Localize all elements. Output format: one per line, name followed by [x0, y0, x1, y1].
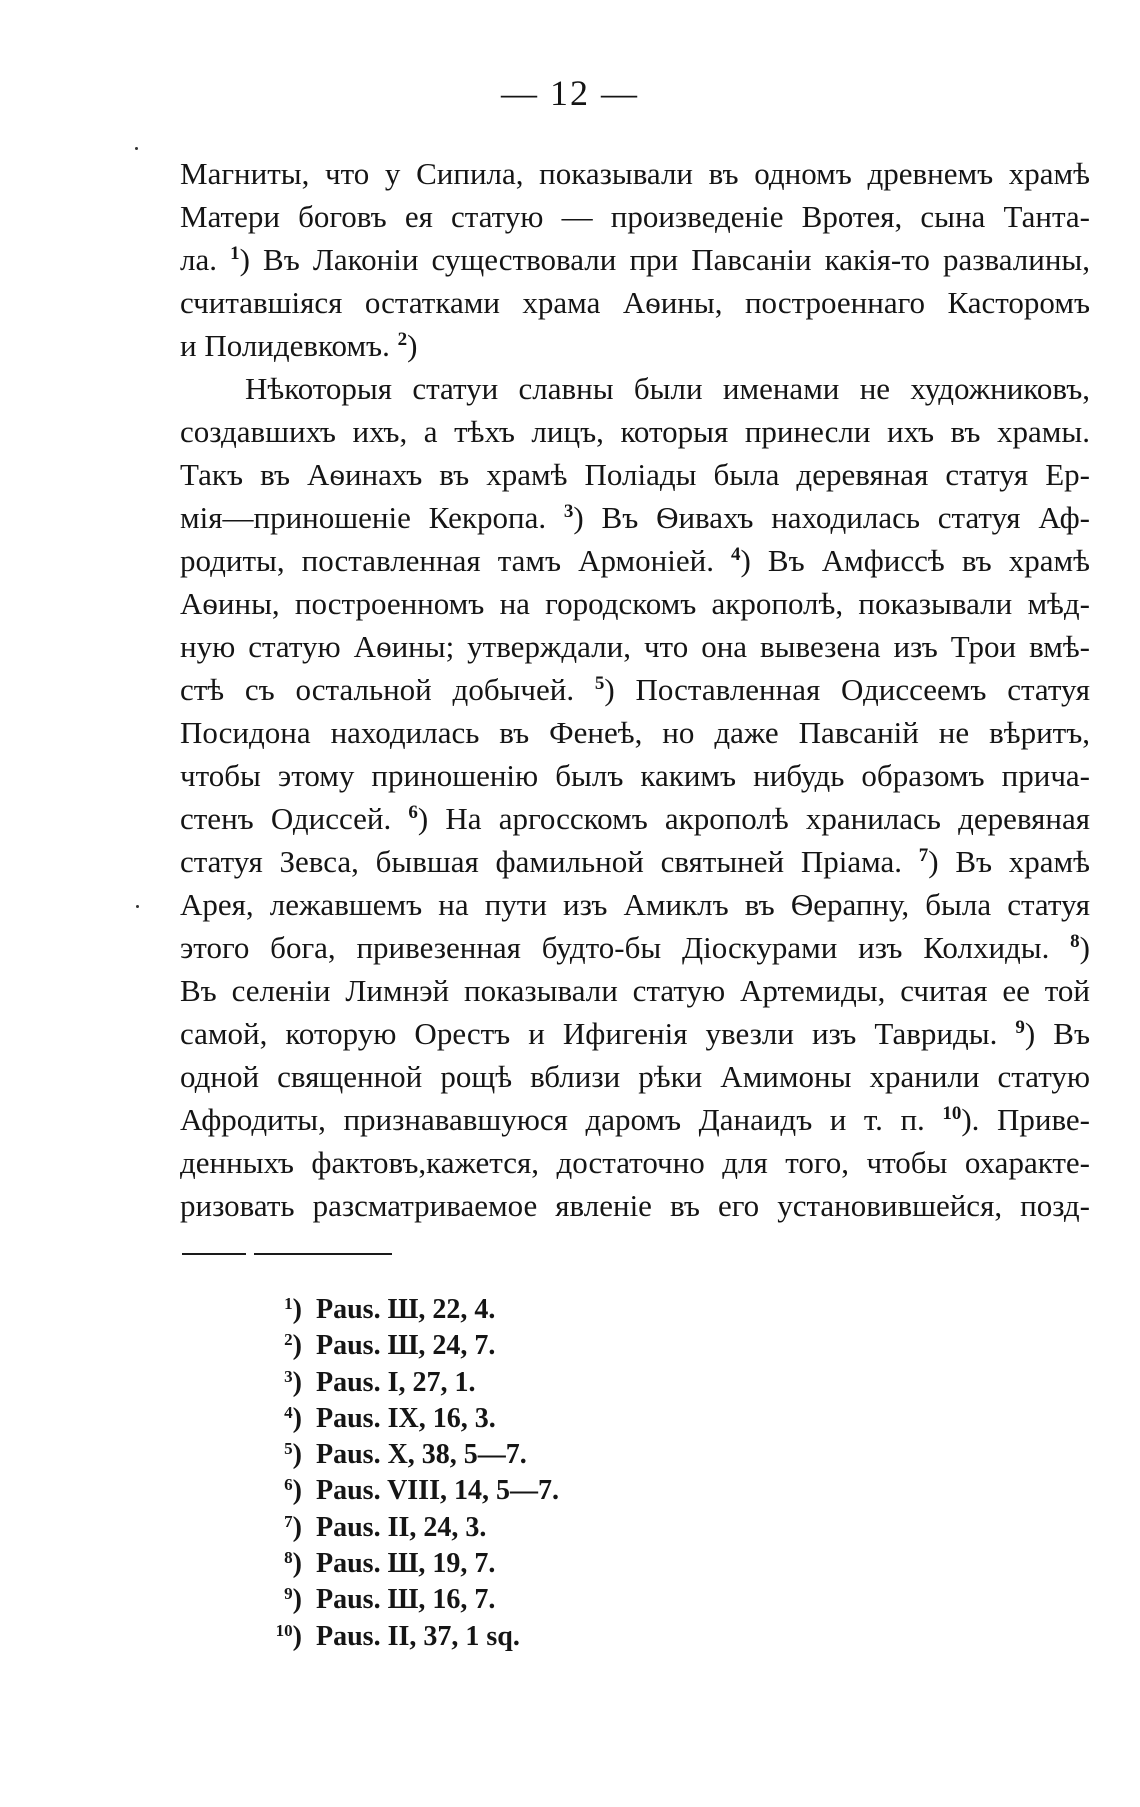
body-text-segment: ). Приве- — [961, 1102, 1091, 1137]
footnote-marker: $^4$) — [284, 1402, 302, 1434]
body-line — [180, 496, 1090, 539]
footnote-number: 8 — [284, 1548, 293, 1568]
footnote-separator — [182, 1253, 392, 1255]
body-text-segment: ) Поставленная Одиссеемъ статуя — [604, 672, 1090, 707]
body-line — [180, 324, 1090, 367]
body-text-segment: стенъ Одиссей. — [180, 801, 409, 836]
body-line: считавшіяся остатками храма Аѳины, построеннаго Касторомъ — [180, 285, 1090, 320]
body-text-segment: ) Въ храмѣ — [928, 844, 1090, 879]
footnote-reference: 9 — [1015, 1017, 1025, 1038]
body-text-segment: ) Въ Лаконіи существовали при Павсаніи какія-то развалины, — [239, 242, 1090, 277]
body-text-segment: этого бога, привезенная будто-бы Діоскурами изъ Колхиды. — [180, 930, 1071, 965]
footnote-marker: $^1$) — [284, 1294, 302, 1325]
footnote — [240, 1582, 740, 1618]
footnote-text: Paus. Ш, 19, 7. — [316, 1548, 496, 1580]
footnote-marker: $^9$) — [284, 1584, 302, 1616]
body-line: одной священной рощѣ вблизи рѣки Амимоны хранили статую — [180, 1059, 1090, 1094]
footnote-marker: $^6$) — [284, 1475, 302, 1507]
footnote-number: 6 — [284, 1475, 293, 1495]
body-text-segment: мія—приношеніе Кекропа. — [180, 500, 564, 535]
body-text-segment: родиты, поставленная тамъ Армоніей. — [180, 543, 732, 578]
scan-speck — [136, 905, 139, 908]
footnote-reference: 4 — [731, 544, 741, 565]
footnote-reference: 2 — [397, 329, 408, 350]
footnote-marker: $^3$) — [284, 1366, 302, 1398]
body-text — [180, 152, 1090, 1227]
body-line — [180, 1098, 1090, 1141]
body-line: Аѳины, построенномъ на городскомъ акрополѣ, показывали мѣд- — [180, 586, 1090, 621]
footnote-number: 1 — [284, 1294, 293, 1313]
body-line: ризовать разсматриваемое явленіе въ его установившейся, позд- — [180, 1188, 1090, 1223]
footnote-marker: $^8$) — [284, 1548, 302, 1580]
footnote-number: 3 — [284, 1366, 293, 1386]
body-line: Въ селеніи Лимнэй показывали статую Артемиды, считая ее той — [180, 973, 1090, 1008]
body-text-segment: ) Въ Амфиссѣ въ храмѣ — [740, 543, 1090, 578]
body-line: денныхъ фактовъ,кажется, достаточно для того, чтобы охаракте- — [180, 1145, 1090, 1180]
footnote — [240, 1546, 740, 1582]
footnote-number: 10 — [275, 1620, 293, 1640]
footnote-marker: $^{10}$) — [275, 1620, 302, 1652]
footnote-text: Paus. II, 37, 1 sq. — [316, 1620, 520, 1652]
footnote-number: 2 — [284, 1330, 293, 1350]
footnote-number: 7 — [284, 1511, 293, 1531]
body-line: Магниты, что у Сипила, показывали въ одномъ древнемъ храмѣ — [180, 156, 1090, 191]
footnote — [240, 1365, 740, 1401]
body-text-segment: ) — [407, 328, 418, 363]
footnote — [240, 1328, 740, 1364]
footnote — [240, 1437, 740, 1473]
body-line: Нѣкоторыя статуи славны были именами не художниковъ, — [245, 371, 1090, 406]
body-text-segment: самой, которую Орестъ и Ифигенія увезли изъ Тавриды. — [180, 1016, 1016, 1051]
body-line: Арея, лежавшемъ на пути изъ Амиклъ въ Ѳерапну, была статуя — [180, 887, 1090, 922]
body-text-segment: ) На аргосскомъ акрополѣ хранилась деревяная — [417, 801, 1090, 836]
footnote — [240, 1401, 740, 1437]
scan-speck — [135, 147, 138, 150]
body-text-segment: ) Въ — [1024, 1016, 1091, 1051]
footnote-text: Paus. VIII, 14, 5—7. — [316, 1475, 559, 1507]
page-number: — 12 — — [501, 73, 639, 113]
footnotes — [240, 1292, 740, 1655]
footnote-text: Paus. IX, 16, 3. — [316, 1402, 496, 1434]
footnote-marker: $^5$) — [284, 1439, 302, 1471]
footnote-reference: 7 — [918, 845, 929, 866]
footnote-text: Paus. I, 27, 1. — [316, 1366, 476, 1398]
body-line — [180, 668, 1090, 711]
body-text-segment: Афродиты, признававшуюся даромъ Данаидъ и т. п. — [180, 1102, 943, 1137]
body-line — [180, 539, 1090, 582]
body-line — [180, 797, 1090, 840]
body-line — [180, 840, 1090, 883]
footnote-number: 5 — [284, 1439, 293, 1459]
footnote-marker: $^2$) — [284, 1330, 302, 1362]
body-line: Посидона находилась въ Фенеѣ, но даже Павсаній не вѣритъ, — [180, 715, 1090, 750]
body-text-segment: стѣ съ остальной добычей. — [180, 672, 595, 707]
footnote — [240, 1292, 740, 1328]
body-line — [180, 1012, 1090, 1055]
footnote-number: 9 — [284, 1584, 293, 1604]
footnote-text: Paus. Ш, 16, 7. — [316, 1584, 496, 1616]
body-text-segment: статуя Зевса, бывшая фамильной святыней Пріама. — [180, 844, 919, 879]
footnote-text: Paus. Ш, 22, 4. — [316, 1294, 496, 1325]
body-line — [180, 926, 1090, 969]
footnote-text: Paus. X, 38, 5—7. — [316, 1439, 527, 1471]
footnote — [240, 1619, 740, 1655]
footnote-reference: 1 — [230, 243, 240, 264]
footnote-reference: 8 — [1070, 931, 1080, 952]
footnote-reference: 10 — [942, 1103, 962, 1124]
footnote-text: Paus. II, 24, 3. — [316, 1511, 487, 1543]
body-line: чтобы этому приношенію былъ какимъ нибудь образомъ прича- — [180, 758, 1090, 793]
footnote-number: 4 — [284, 1402, 293, 1422]
body-text-segment: и Полидевкомъ. — [180, 328, 398, 363]
footnote — [240, 1510, 740, 1546]
body-line: ную статую Аѳины; утверждали, что она вывезена изъ Трои вмѣ- — [180, 629, 1090, 664]
footnote-reference: 3 — [563, 501, 574, 522]
footnote-reference: 5 — [594, 673, 605, 694]
body-line: Такъ въ Аѳинахъ въ храмѣ Поліады была деревяная статуя Ер- — [180, 457, 1090, 492]
footnote-reference: 6 — [408, 802, 418, 823]
body-line: создавшихъ ихъ, а тѣхъ лицъ, которыя принесли ихъ въ храмы. — [180, 414, 1090, 449]
body-text-segment: ) Въ Ѳивахъ находилась статуя Аф- — [573, 500, 1090, 535]
body-line — [180, 238, 1090, 281]
footnote-marker: $^7$) — [284, 1511, 302, 1543]
footnote-text: Paus. Ш, 24, 7. — [316, 1330, 496, 1362]
footnote — [240, 1473, 740, 1509]
body-text-segment: ла. — [180, 242, 231, 277]
body-line: Матери боговъ ея статую — произведеніе Вротея, сына Танта- — [180, 199, 1090, 234]
body-text-segment: ) — [1079, 930, 1090, 965]
